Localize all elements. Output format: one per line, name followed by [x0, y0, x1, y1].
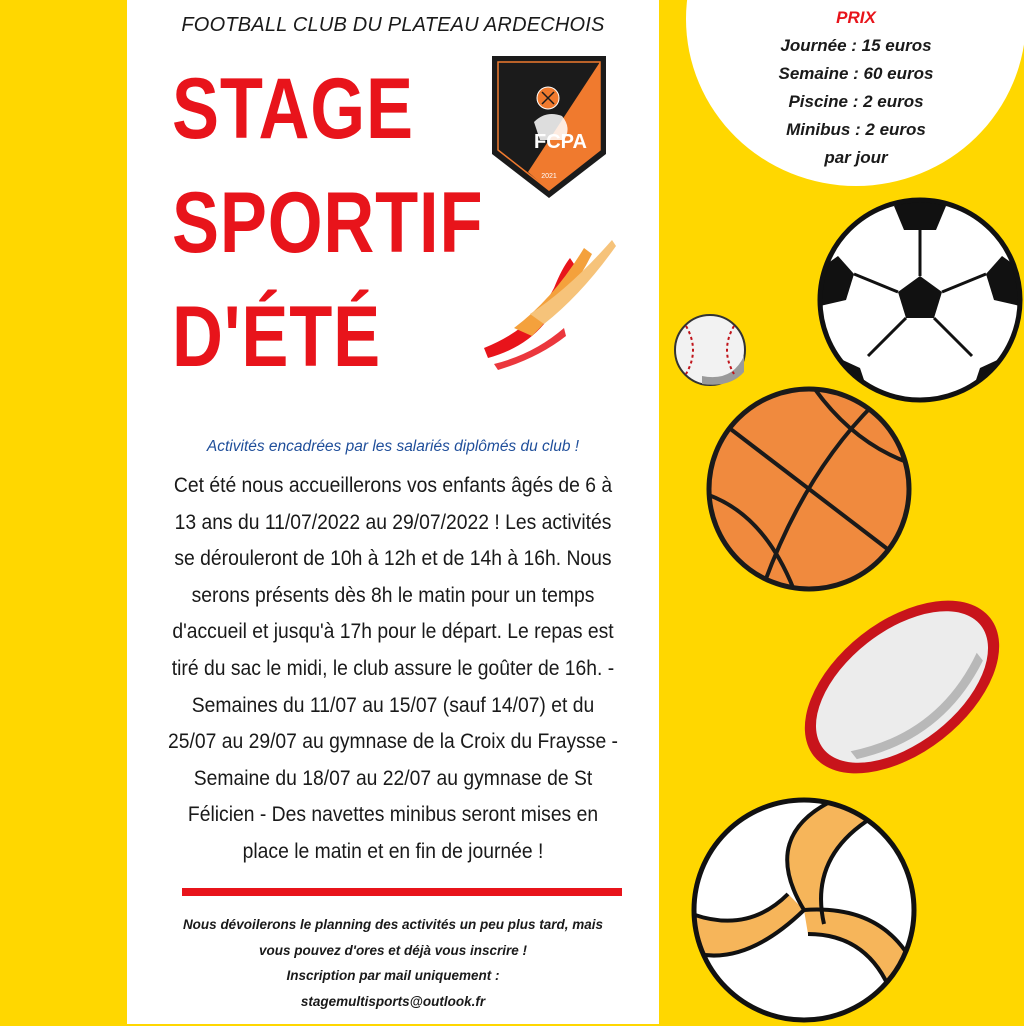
description-line: Félicien - Des navettes minibus seront mises en [187, 803, 599, 827]
price-heading: PRIX [836, 8, 876, 27]
description-line: Semaine du 18/07 au 22/07 au gymnase de St [193, 766, 593, 790]
rugby-ball-icon [792, 586, 1012, 788]
description-line: tiré du sac le midi, le club assure le goûter de 16h. - [171, 656, 615, 680]
paint-brush-strokes-icon [474, 228, 624, 378]
footer-line: Inscription par mail uniquement : [286, 968, 500, 983]
club-logo-icon [488, 52, 610, 202]
soccer-ball-icon [816, 196, 1024, 404]
logo-year: 2021 [541, 173, 557, 180]
stage-title [172, 52, 484, 394]
contact-email: stagemultisports@outlook.fr [300, 993, 486, 1009]
price-line: Piscine : 2 euros [788, 92, 924, 111]
price-line: Journée : 15 euros [780, 36, 932, 55]
title-line-1: STAGE [172, 61, 414, 157]
description-line: se dérouleront de 10h à 12h et de 14h à 16h. Nous [174, 547, 612, 571]
price-line: par jour [824, 148, 888, 167]
tagline: Activités encadrées par les salariés diplômés du club ! [206, 438, 580, 455]
basketball-icon [704, 384, 914, 594]
description-line: 25/07 au 29/07 au gymnase de la Croix du Fraysse - [168, 730, 618, 754]
description-line: Semaines du 11/07 au 15/07 (sauf 14/07) et du [191, 693, 595, 717]
red-divider [182, 888, 622, 896]
club-name: FOOTBALL CLUB DU PLATEAU ARDECHOIS [181, 14, 605, 36]
description-line: d'accueil et jusqu'à 17h pour le départ. Le repas est [172, 620, 614, 644]
footer-note [127, 912, 659, 1014]
logo-initials: FCPA [534, 131, 587, 153]
price-list [686, 4, 1024, 172]
baseball-icon [672, 312, 748, 388]
title-line-3: D'ÉTÉ [172, 289, 381, 385]
description-text [160, 468, 626, 871]
description-line: Cet été nous accueillerons vos enfants âgés de 6 à [173, 474, 613, 497]
left-yellow-band [0, 0, 127, 1024]
price-line: Semaine : 60 euros [778, 64, 934, 83]
price-line: Minibus : 2 euros [786, 120, 926, 139]
title-line-2: SPORTIF [172, 175, 484, 271]
footer-line: vous pouvez d'ores et déjà vous inscrire ! [258, 942, 528, 958]
footer-line: Nous dévoilerons le planning des activités un peu plus tard, mais [182, 917, 604, 932]
description-line: 13 ans du 11/07/2022 au 29/07/2022 ! Les activités [174, 510, 612, 534]
description-line: place le matin et en fin de journée ! [242, 839, 544, 863]
volleyball-icon [688, 794, 920, 1026]
description-line: serons présents dès 8h le matin pour un temps [191, 583, 595, 607]
